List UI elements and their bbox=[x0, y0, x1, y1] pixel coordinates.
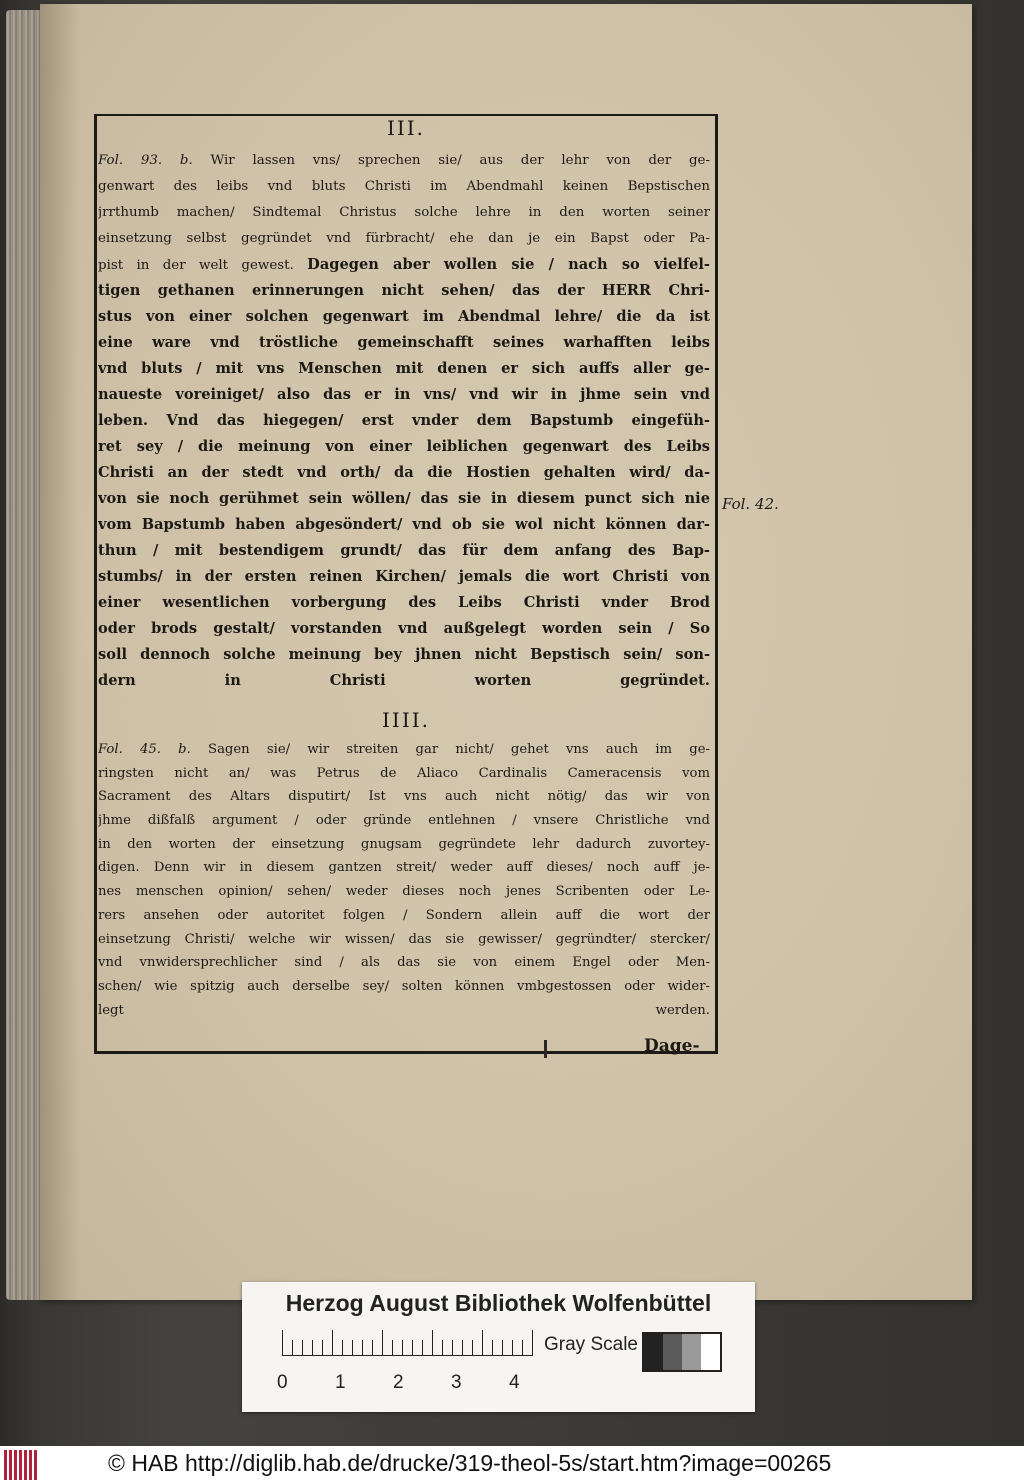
ruler-tick bbox=[392, 1340, 393, 1356]
ruler-tick bbox=[512, 1340, 513, 1356]
text-run: ringsten nicht an/ was Petrus de Aliaco Cardinalis Cameracensis vom bbox=[98, 765, 710, 781]
text-line bbox=[98, 785, 710, 809]
text-line bbox=[98, 564, 710, 590]
text-line bbox=[98, 904, 710, 928]
ruler-tick bbox=[462, 1340, 463, 1356]
margin-note: Fol. 42. bbox=[722, 495, 779, 513]
library-title: Herzog August Bibliothek Wolfenbüttel bbox=[285, 1290, 712, 1316]
text-run: stumbs/ in der ersten reinen Kirchen/ jemals die wort Christi von bbox=[98, 568, 710, 585]
section-heading-3: III. bbox=[386, 116, 426, 140]
text-run: Sagen sie/ bbox=[208, 742, 308, 757]
text-line bbox=[98, 951, 710, 975]
text-run: thun / mit bestendigem grundt/ das für dem anfang des Bap- bbox=[98, 542, 710, 559]
text-run: Dagegen aber wollen sie / nach so vielfel- bbox=[307, 256, 710, 273]
text-line bbox=[98, 590, 710, 616]
signature-mark bbox=[544, 1040, 547, 1058]
ruler-tick bbox=[502, 1340, 503, 1356]
text-line bbox=[98, 460, 710, 486]
gray-scale-swatches bbox=[642, 1332, 722, 1372]
text-run: ret sey / die meinung von einer leiblichen gegenwart des Leibs bbox=[98, 438, 710, 455]
text-line bbox=[98, 762, 710, 786]
ruler-tick bbox=[442, 1340, 443, 1356]
text-line bbox=[98, 738, 710, 762]
ruler-tick bbox=[362, 1340, 363, 1356]
ruler-tick bbox=[522, 1340, 523, 1356]
text-run: schen/ wie spitzig auch derselbe sey/ solten können vmbgestossen oder wider- bbox=[98, 978, 710, 994]
text-run: vom Bapstumb haben abgesöndert/ vnd ob sie wol nicht können dar- bbox=[98, 516, 710, 533]
ruler-tick bbox=[432, 1330, 433, 1356]
footer-bar bbox=[0, 1446, 1024, 1484]
color-ruler-card bbox=[242, 1282, 755, 1412]
text-line bbox=[98, 856, 710, 880]
text-run: in den worten der einsetzung gnugsam gegründete lehr dadurch zuvortey- bbox=[98, 836, 710, 852]
ruler-number: 1 bbox=[335, 1372, 346, 1393]
text-line bbox=[98, 408, 710, 434]
text-run: legt werden. bbox=[98, 1002, 710, 1018]
text-line bbox=[98, 809, 710, 833]
ruler-tick bbox=[402, 1340, 403, 1356]
ruler-tick bbox=[482, 1330, 483, 1356]
text-line bbox=[98, 668, 710, 694]
ruler-tick bbox=[452, 1340, 453, 1356]
ruler-tick bbox=[352, 1340, 353, 1356]
text-run: dern in Christi worten gegründet. bbox=[98, 672, 710, 689]
text-line bbox=[98, 330, 710, 356]
hab-logo-icon bbox=[4, 1450, 42, 1480]
text-line bbox=[98, 512, 710, 538]
text-run: vnd bluts / mit vns Menschen mit denen er sich auffs aller ge- bbox=[98, 360, 710, 377]
text-run: naueste voreiniget/ also das er in vns/ vnd wir in jhme sein vnd bbox=[98, 386, 710, 403]
text-line bbox=[98, 642, 710, 668]
ruler-tick bbox=[532, 1330, 533, 1356]
section-heading-4: IIII. bbox=[382, 708, 430, 732]
text-run: stus von einer solchen gegenwart im Abendmal lehre/ die da ist bbox=[98, 308, 710, 325]
paragraph-3 bbox=[98, 148, 710, 694]
text-line bbox=[98, 999, 710, 1023]
catchword: Dage- bbox=[644, 1036, 700, 1056]
ruler-tick bbox=[412, 1340, 413, 1356]
text-line bbox=[98, 278, 710, 304]
ruler-tick bbox=[342, 1340, 343, 1356]
text-line bbox=[98, 252, 710, 278]
text-run: einsetzung Christi/ welche wir wissen/ das sie gewisser/ gegründter/ stercker/ bbox=[98, 931, 710, 947]
text-line bbox=[98, 148, 710, 174]
text-line bbox=[98, 200, 710, 226]
text-run: eine ware vnd tröstliche gemeinschafft seines warhafften leibs bbox=[98, 334, 710, 351]
paragraph-4 bbox=[98, 738, 710, 1022]
ruler-number: 0 bbox=[277, 1372, 288, 1393]
text-run: digen. Denn wir in diesem gantzen streit/ weder auff dieses/ noch auff je- bbox=[98, 860, 710, 876]
text-line bbox=[98, 356, 710, 382]
gray-swatch bbox=[644, 1334, 663, 1370]
ruler-tick bbox=[322, 1340, 323, 1356]
text-run: Sacrament des Altars disputirt/ Ist vns auch nicht nötig/ das wir von bbox=[98, 789, 710, 805]
text-run: nes menschen opinion/ sehen/ weder dieses noch jenes Scribenten oder Le- bbox=[98, 884, 710, 900]
gray-swatch bbox=[701, 1334, 720, 1370]
text-line bbox=[98, 174, 710, 200]
text-line bbox=[98, 880, 710, 904]
text-run: genwart des leibs vnd bluts Christi im Abendmahl keinen Bepstischen bbox=[98, 179, 710, 194]
text-run: vnd vnwidersprechlicher sind / als das sie von einem Engel oder Men- bbox=[98, 955, 710, 971]
text-line bbox=[98, 975, 710, 999]
folio-reference: Fol. 93. b. bbox=[98, 153, 211, 168]
text-line bbox=[98, 382, 710, 408]
ruler-tick bbox=[332, 1330, 333, 1356]
ruler-tick bbox=[472, 1340, 473, 1356]
text-run: Wir lassen vns/ sprechen sie/ aus der lehr von der ge- bbox=[210, 153, 710, 168]
text-run: rers ansehen oder autoritet folgen / Sondern allein auff die wort der bbox=[98, 907, 710, 923]
gray-scale-label: Gray Scale bbox=[544, 1334, 638, 1355]
ruler-number: 4 bbox=[509, 1372, 520, 1393]
text-run: tigen gethanen erinnerungen nicht sehen/ das der HERR Chri- bbox=[98, 282, 710, 299]
text-line bbox=[98, 928, 710, 952]
text-line bbox=[98, 434, 710, 460]
ruler-tick bbox=[292, 1340, 293, 1356]
text-line bbox=[98, 304, 710, 330]
ruler-tick bbox=[492, 1340, 493, 1356]
text-run: wir streiten gar nicht/ gehet vns auch im ge- bbox=[307, 742, 710, 757]
text-run: pist in der welt gewest. bbox=[98, 258, 308, 273]
ruler-number: 3 bbox=[451, 1372, 462, 1393]
text-run: leben. Vnd das hiegegen/ erst vnder dem Bapstumb eingefüh- bbox=[98, 412, 710, 429]
folio-reference: Fol. 45. b. bbox=[98, 742, 209, 757]
text-line bbox=[98, 616, 710, 642]
text-line bbox=[98, 833, 710, 857]
footer-copyright-url: © HAB http://diglib.hab.de/drucke/319-theol-5s/start.htm?image=00265 bbox=[108, 1450, 832, 1476]
text-run: von sie noch gerühmet sein wöllen/ das sie in diesem punct sich nie bbox=[98, 490, 710, 507]
gray-swatch bbox=[682, 1334, 701, 1370]
text-run: oder brods gestalt/ vorstanden vnd außgelegt worden sein / So bbox=[98, 620, 710, 637]
ruler-tick bbox=[302, 1340, 303, 1356]
ruler-tick bbox=[382, 1330, 383, 1356]
ruler-number: 2 bbox=[393, 1372, 404, 1393]
text-run: jhme dißfalß argument / oder gründe entlehnen / vnsere Christliche vnd bbox=[98, 813, 710, 829]
text-run: einer wesentlichen vorbergung des Leibs Christi vnder Brod bbox=[98, 594, 710, 611]
ruler-scale bbox=[277, 1330, 542, 1393]
text-line bbox=[98, 538, 710, 564]
ruler-tick bbox=[422, 1340, 423, 1356]
text-line bbox=[98, 486, 710, 512]
gray-swatch bbox=[663, 1334, 682, 1370]
ruler-tick bbox=[372, 1340, 373, 1356]
text-run: soll dennoch solche meinung bey jhnen nicht Bepstisch sein/ son- bbox=[98, 646, 710, 663]
ruler-tick bbox=[312, 1340, 313, 1356]
text-run: einsetzung selbst gegründet vnd fürbracht/ ehe dan je ein Bapst oder Pa- bbox=[98, 231, 710, 246]
ruler-baseline bbox=[282, 1355, 532, 1356]
text-run: Christi an der stedt vnd orth/ da die Hostien gehalten wird/ da- bbox=[98, 464, 710, 481]
ruler-tick bbox=[282, 1330, 283, 1356]
text-line bbox=[98, 226, 710, 252]
text-run: jrrthumb machen/ Sindtemal Christus solche lehre in den worten seiner bbox=[98, 205, 710, 220]
